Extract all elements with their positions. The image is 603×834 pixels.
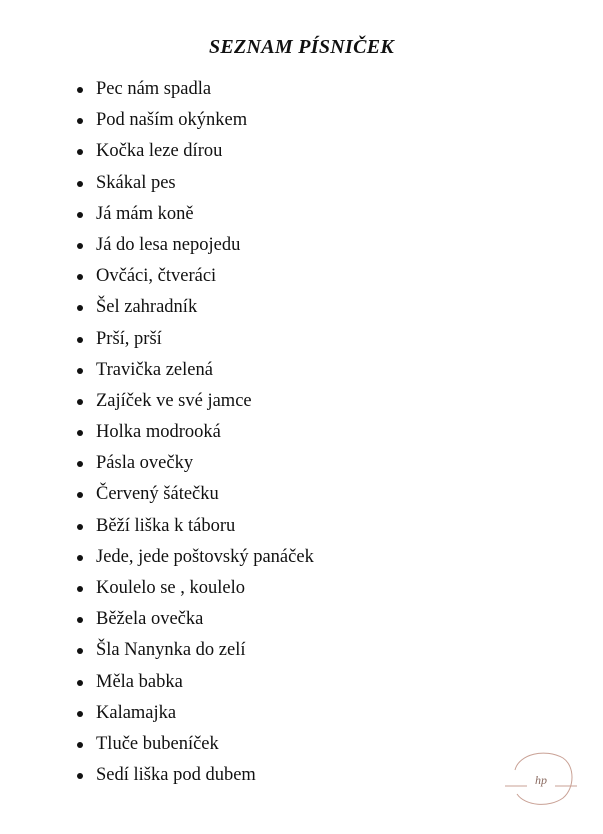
list-item: Tluče bubeníček [96,729,314,760]
list-item: Skákal pes [96,168,314,199]
list-item: Šel zahradník [96,292,314,323]
page-title: SEZNAM PÍSNIČEK [208,36,395,58]
list-item: Pod naším okýnkem [96,105,314,136]
list-item: Sedí liška pod dubem [96,760,314,791]
hp-monogram-logo [505,748,577,808]
list-item: Jede, jede poštovský panáček [96,542,314,573]
list-item: Pec nám spadla [96,74,314,105]
list-item: Měla babka [96,667,314,698]
song-list [0,74,314,791]
list-item: Běží liška k táboru [96,511,314,542]
list-item: Ovčáci, čtveráci [96,261,314,292]
list-item: Běžela ovečka [96,604,314,635]
list-item: Šla Nanynka do zelí [96,635,314,666]
list-item: Já do lesa nepojedu [96,230,314,261]
list-item: Kalamajka [96,698,314,729]
list-item: Holka modrooká [96,417,314,448]
list-item: Já mám koně [96,199,314,230]
list-item: Travička zelená [96,355,314,386]
list-item: Červený šátečku [96,479,314,510]
list-item: Pásla ovečky [96,448,314,479]
list-item: Zajíček ve své jamce [96,386,314,417]
list-item: Prší, prší [96,324,314,355]
logo-monogram: hp [535,773,547,787]
list-item: Koulelo se , koulelo [96,573,314,604]
list-item: Kočka leze dírou [96,136,314,167]
